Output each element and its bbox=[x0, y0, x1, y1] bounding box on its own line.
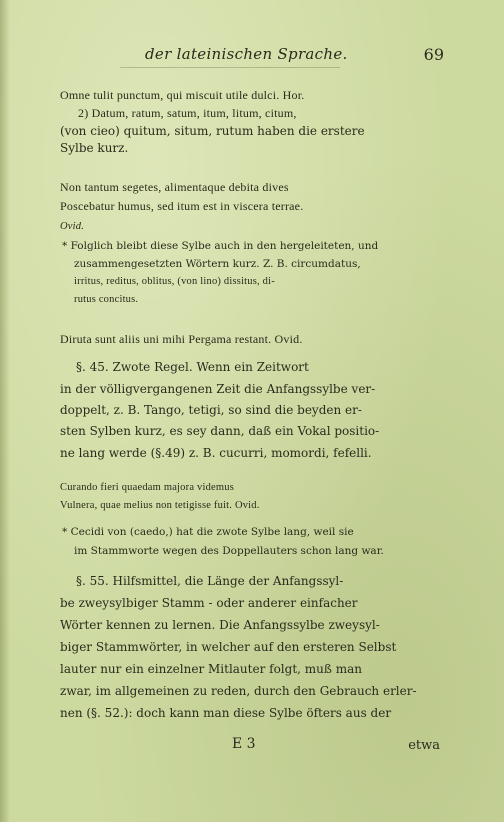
text-line: doppelt, z. B. Tango, tetigi, so sind die beyden er- bbox=[60, 403, 362, 417]
text-line: lauter nur ein einzelner Mitlauter folgt, muß man bbox=[60, 662, 362, 676]
text-line: Vulnera, quae melius non tetigisse fuit. Ovid. bbox=[60, 500, 260, 511]
text-line: Omne tulit punctum, qui miscuit utile dulci. Hor. bbox=[60, 88, 305, 102]
catchword: etwa bbox=[408, 738, 440, 753]
text-line: (von cieo) quitum, situm, rutum haben die erstere bbox=[60, 124, 365, 138]
header-rule bbox=[120, 67, 340, 68]
footnote-line: * Cecidi von (caedo,) hat die zwote Sylbe lang, weil sie bbox=[62, 526, 354, 538]
text-line: Non tantum segetes, alimentaque debita dives bbox=[60, 180, 289, 194]
footnote-line: irritus, reditus, oblitus, (von lino) dissitus, di- bbox=[74, 276, 275, 287]
text-line: in der völligvergangenen Zeit die Anfangssylbe ver- bbox=[60, 382, 376, 396]
running-header bbox=[0, 45, 504, 69]
text-line: Curando fieri quaedam majora videmus bbox=[60, 482, 234, 493]
text-line: Diruta sunt aliis uni mihi Pergama restant. Ovid. bbox=[60, 332, 303, 346]
page-number: 69 bbox=[423, 45, 444, 64]
citation: Ovid. bbox=[60, 221, 85, 232]
page-edge-shadow bbox=[0, 0, 10, 822]
text-line: Wörter kennen zu lernen. Die Anfangssylbe zweysyl- bbox=[60, 618, 380, 632]
text-line: nen (§. 52.): doch kann man diese Sylbe öfters aus der bbox=[60, 706, 392, 720]
footnote-line: * Folglich bleibt diese Sylbe auch in den hergeleiteten, und bbox=[62, 240, 379, 252]
signature-mark: E 3 bbox=[232, 736, 256, 752]
text-line: be zweysylbiger Stamm - oder anderer einfacher bbox=[60, 596, 358, 610]
section-heading-line: §. 45. Zwote Regel. Wenn ein Zeitwort bbox=[76, 360, 309, 374]
running-title: der lateinischen Sprache. bbox=[145, 45, 348, 63]
footnote-line: rutus concitus. bbox=[74, 294, 139, 305]
text-line: Sylbe kurz. bbox=[60, 141, 129, 155]
section-heading-line: §. 55. Hilfsmittel, die Länge der Anfangssyl- bbox=[76, 574, 344, 588]
text-line: biger Stammwörter, in welcher auf den ersteren Selbst bbox=[60, 640, 397, 654]
text-line: 2) Datum, ratum, satum, itum, litum, citum, bbox=[78, 106, 297, 120]
text-line: zwar, im allgemeinen zu reden, durch den Gebrauch erler- bbox=[60, 684, 417, 698]
footnote-line: im Stammworte wegen des Doppellauters schon lang war. bbox=[74, 545, 384, 557]
text-line: ne lang werde (§.49) z. B. cucurri, momordi, fefelli. bbox=[60, 446, 372, 460]
text-line: sten Sylben kurz, es sey dann, daß ein Vokal positio- bbox=[60, 424, 380, 438]
text-line: Poscebatur humus, sed itum est in viscera terrae. bbox=[60, 199, 304, 213]
footnote-line: zusammengesetzten Wörtern kurz. Z. B. circumdatus, bbox=[74, 258, 361, 270]
